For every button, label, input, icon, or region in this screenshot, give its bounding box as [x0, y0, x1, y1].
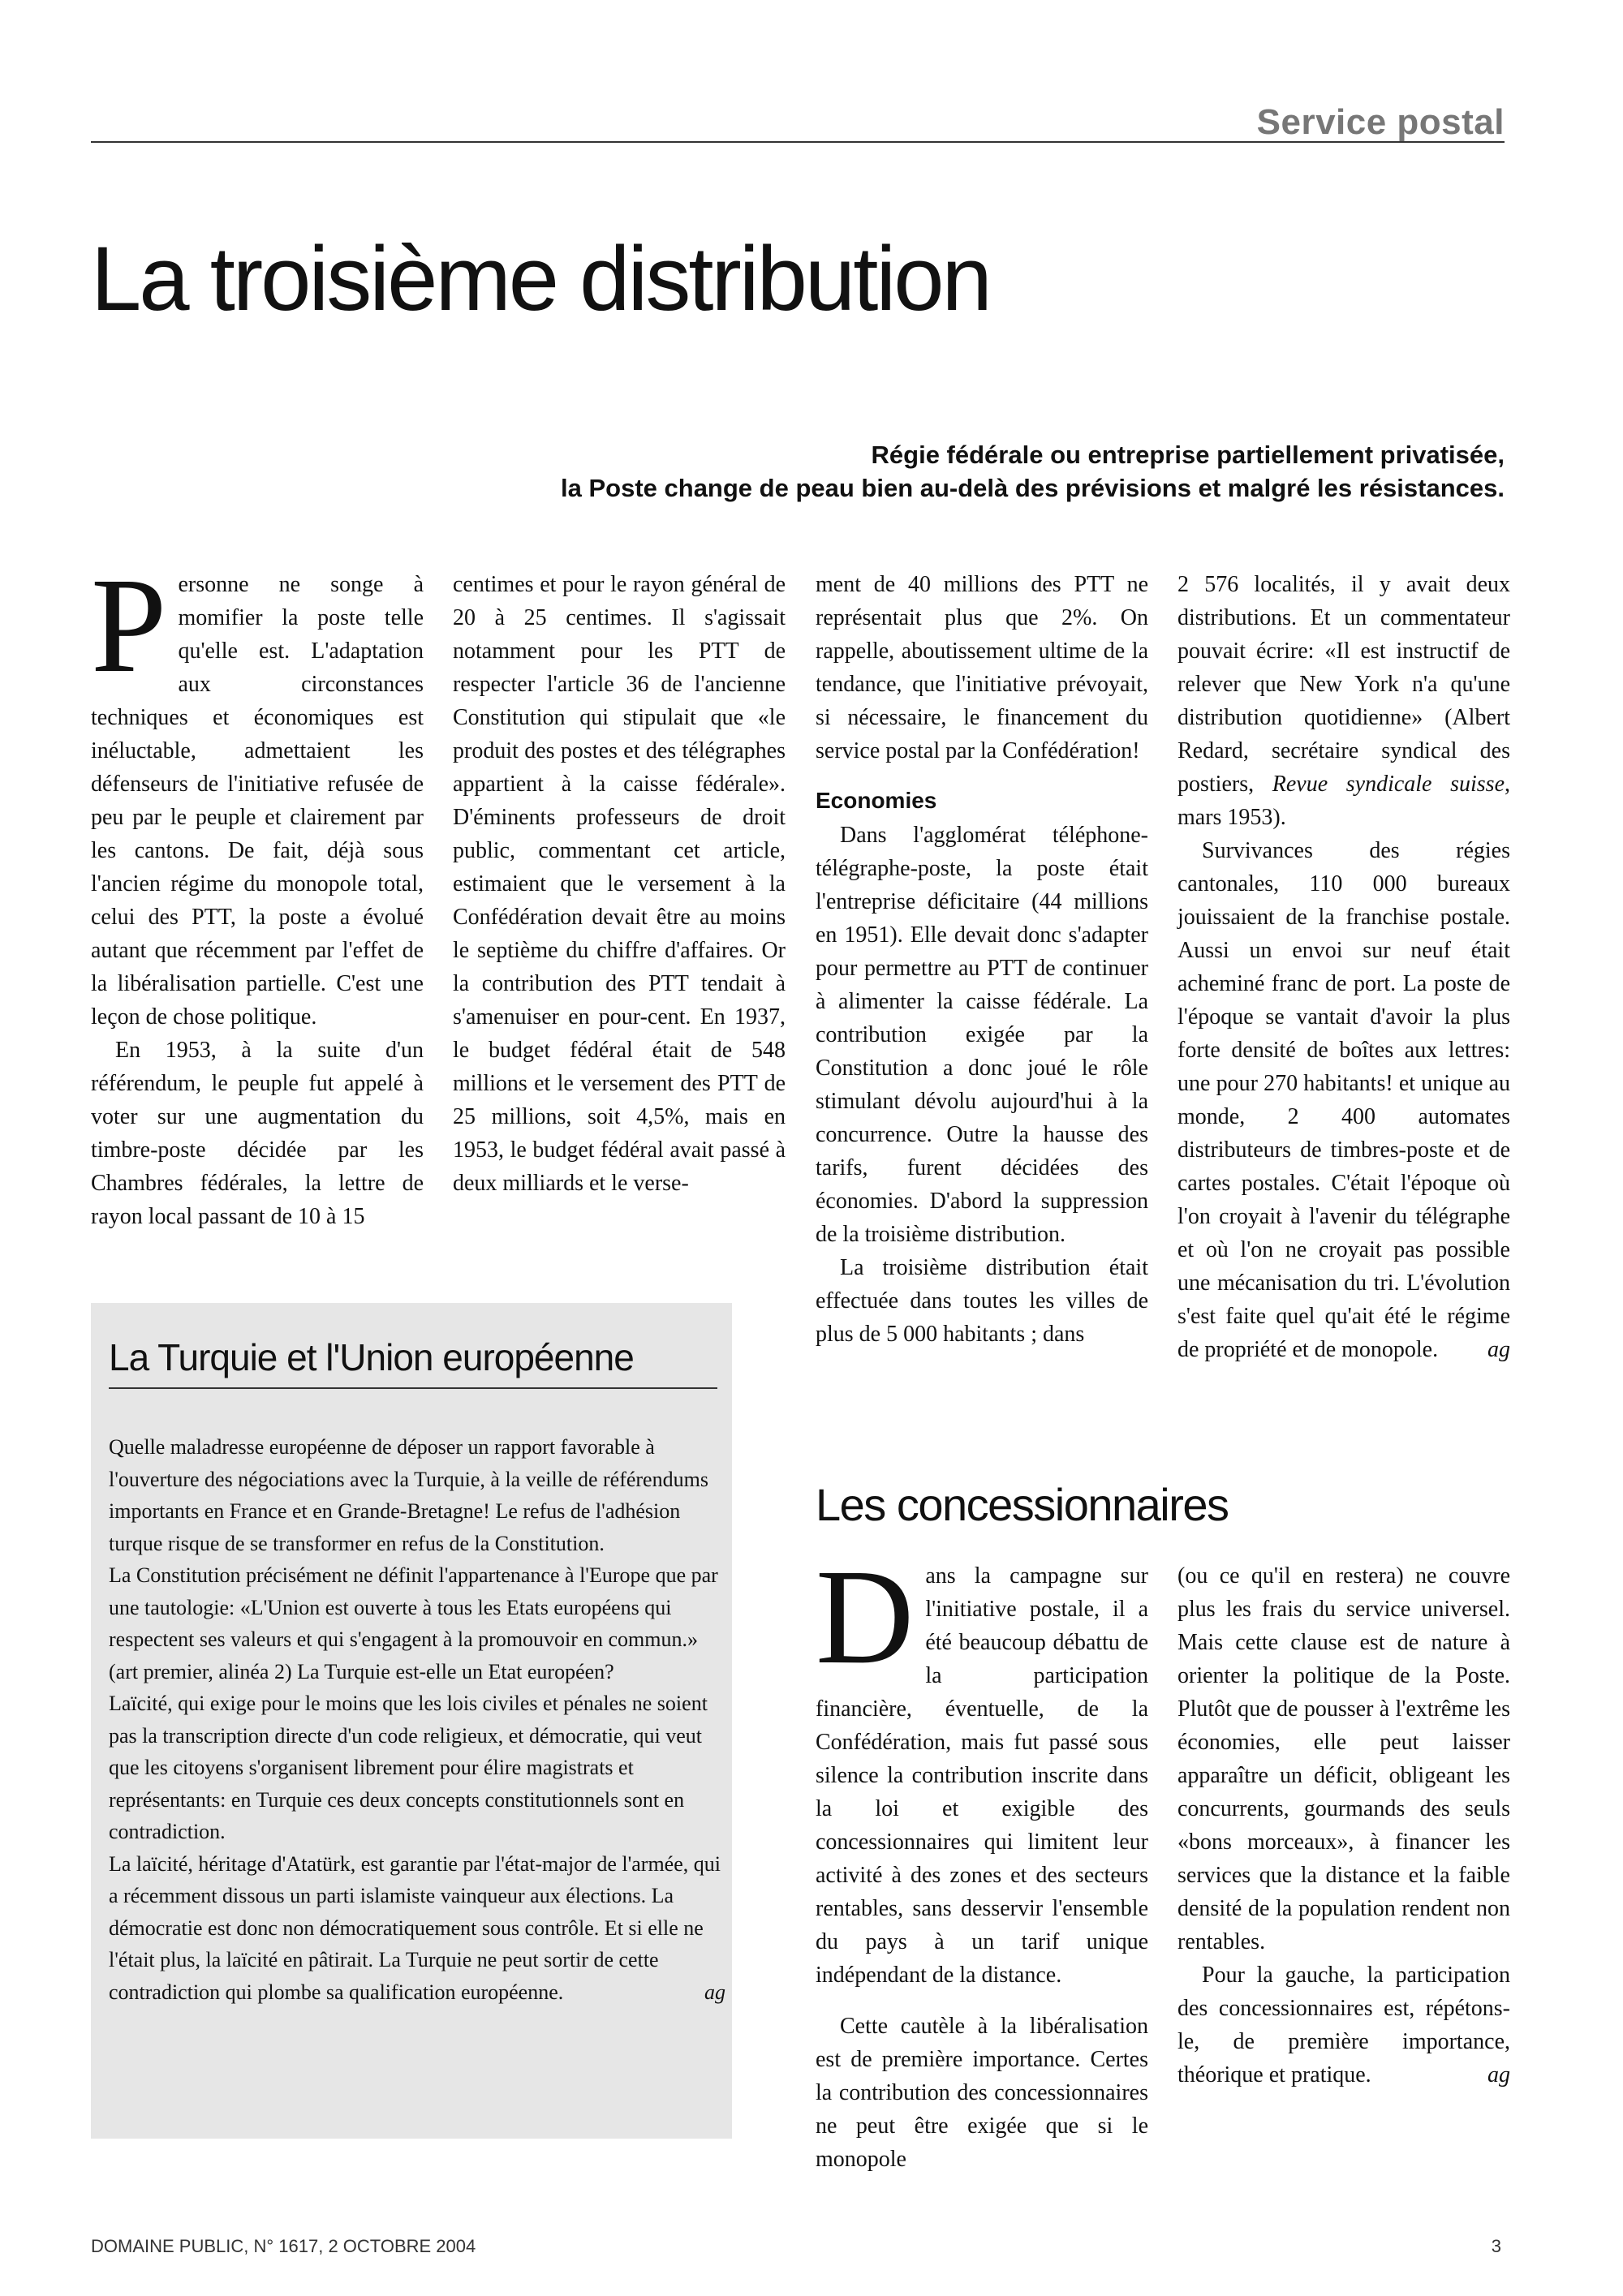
article-column-3 [816, 568, 1148, 1351]
article-column-2 [453, 568, 786, 1200]
article-paragraph: Cette cautèle à la libéralisation est de première importance. Certes la contribution des concessionnaires ne peut être exigée que si le monopole [816, 2014, 1148, 2172]
footer-publication: DOMAINE PUBLIC, N° 1617, 2 OCTOBRE 2004 [91, 2236, 476, 2256]
sidebar-paragraph: La Constitution précisément ne définit l'appartenance à l'Europe que par une tautologie: «L'Union est ouverte à tous les Etats européens qui respectent ses valeurs et qui s'engagent à la promouvoir en commun.» (art premier, alinéa 2) La Turquie est-elle un Etat européen? [109, 1563, 718, 1683]
article-text: ersonne ne songe à momifier la poste telle qu'elle est. L'adaptation aux circonstances techniques et économiques est inéluctable, admettaient les défenseurs de l'initiative refusée de peu par le peuple et clairement par les cantons. De fait, déjà sous l'ancien régime du monopole total, celui des PTT, la poste a évolué autant que récemment par l'effet de la libéralisation partielle. C'est une leçon de chose politique. [91, 572, 424, 1030]
subtitle-line-2: la Poste change de peau bien au-delà des prévisions et malgré les résistances. [561, 474, 1505, 502]
concessionnaires-column-1 [816, 1541, 1148, 2176]
author-signature: ag [1487, 1337, 1510, 1362]
article-paragraph: ment de 40 millions des PTT ne représentait plus que 2%. On rappelle, aboutissement ultime de la tendance, que l'initiative prévoyait, si nécessaire, le financement du service postal par la Confédération! [816, 572, 1148, 763]
sidebar-paragraph: Quelle maladresse européenne de déposer un rapport favorable à l'ouverture des négociations avec la Turquie, à la veille de référendums importants en France et en Grande-Bretagne! Le refus de l'adhésion turque risque de se transformer en refus de la Constitution. [109, 1435, 708, 1555]
concessionnaires-column-2 [1177, 1559, 1510, 2092]
sidebar-paragraph [109, 1848, 725, 2009]
sidebar-signature: ag [704, 1980, 725, 2004]
article-paragraph [91, 550, 424, 1034]
journal-title: Revue syndicale suisse [1272, 772, 1505, 797]
article-subtitle [125, 438, 1505, 505]
author-signature: ag [1487, 2062, 1510, 2087]
sidebar-text: La laïcité, héritage d'Atatürk, est garantie par l'état-major de l'armée, qui a récemment dissous un parti islamiste vainqueur aux élections. La démocratie est donc non démocratiquement sous contrôle. Et si elle ne l'était plus, la laïcité en pâtirait. La Turquie ne peut sortir de cette contradiction qui plombe sa qualification européenne. [109, 1851, 721, 2004]
article-title: La troisième distribution [91, 228, 990, 329]
sidebar-title: La Turquie et l'Union européenne [109, 1335, 717, 1389]
drop-cap: P [91, 550, 167, 701]
article-paragraph: (ou ce qu'il en restera) ne couvre plus les frais du service universel. Mais cette clause est de nature à orienter la politique de la Poste. Plutôt que de pousser à l'extrême les économies, elle peut laisser apparaître un déficit, obligeant les concurrents, gourmands des seuls «bons morceaux», à financer les services que la distance et la faible densité de la population rendent non rentables. [1177, 1563, 1510, 1954]
drop-cap: D [816, 1541, 915, 1692]
article-text: Pour la gauche, la participation des concessionnaires est, répétons-le, de première importance, théorique et pratique. [1177, 1963, 1510, 2087]
concessionnaires-title: Les concessionnaires [816, 1479, 1229, 1530]
article-column-4 [1177, 568, 1510, 1366]
article-paragraph: En 1953, à la suite d'un référendum, le peuple fut appelé à voter sur une augmentation du timbre-poste décidée par les Chambres fédérales, la lettre de rayon local passant de 10 à 15 [91, 1038, 424, 1229]
article-text: Survivances des régies cantonales, 110 000 bureaux jouissaient de la franchise postale. Aussi un envoi sur neuf était acheminé franc de port. La poste de l'époque se vantait d'avoir la plus forte densité de boîtes aux lettres: une pour 270 habitants! et unique au monde, 2 400 automates distributeurs de timbres-poste et de cartes postales. C'était l'époque où l'on croyait à l'avenir du télégraphe et où l'on ne croyait pas possible une mécanisation du tri. L'évolution s'est faite quel qu'ait été le régime de propriété et de monopole. [1177, 838, 1510, 1362]
sidebar-box [91, 1303, 732, 2139]
section-subhead: Economies [816, 788, 937, 813]
article-text: , mars 1953). [1177, 772, 1510, 830]
article-text: 2 576 localités, il y avait deux distributions. Et un commentateur pouvait écrire: «Il est instructif de relever que New York n'a qu'une distribution quotidienne» (Albert Redard, secrétaire syndical des postiers, [1177, 572, 1510, 797]
article-paragraph: La troisième distribution était effectuée dans toutes les villes de plus de 5 000 habitants ; dans [816, 1255, 1148, 1347]
subtitle-line-1: Régie fédérale ou entreprise partiellement privatisée, [871, 441, 1505, 469]
article-paragraph: centimes et pour le rayon général de 20 à 25 centimes. Il s'agissait notamment pour les PTT de respecter l'article 36 de l'ancienne Constitution qui stipulait que «le produit des postes et des télégraphes appartient à la caisse fédérale». D'éminents professeurs de droit public, commentant cet article, estimaient que le versement à la Confédération devait être au moins le septième du chiffre d'affaires. Or la contribution des PTT tendait à s'amenuiser en pour-cent. En 1937, le budget fédéral était de 548 millions et le versement des PTT de 25 millions, soit 4,5%, mais en 1953, le budget fédéral avait passé à deux milliards et le verse- [453, 572, 786, 1196]
article-paragraph [1177, 834, 1510, 1366]
sidebar-paragraph: Laïcité, qui exige pour le moins que les lois civiles et pénales ne soient pas la transcription directe d'un code religieux, et démocratie, qui veut que les citoyens s'organisent librement pour élire magistrats et représentants: en Turquie ces deux concepts constitutionnels sont en contradiction. [109, 1692, 708, 1843]
page-number: 3 [1491, 2236, 1501, 2256]
article-paragraph [816, 1541, 1148, 1992]
sidebar-body [109, 1431, 725, 2008]
header-rule [91, 141, 1505, 143]
article-text: ans la campagne sur l'initiative postale, il a été beaucoup débattu de la participation financière, éventuelle, de la Confédération, mais fut passé sous silence la contribution inscrite dans la loi et exigible des concessionnaires qui limitent leur activité à des zones et des secteurs rentables, sans desservir l'ensemble du pays à un tarif unique indépendant de la distance. [816, 1563, 1148, 1988]
article-paragraph: Dans l'agglomérat téléphone-télégraphe-poste, la poste était l'entreprise déficitaire (44 millions en 1951). Elle devait donc s'adapter pour permettre au PTT de continuer à alimenter la caisse fédérale. La contribution exigée par la Constitution a donc joué le rôle stimulant dévolu aujourd'hui à la concurrence. Outre la hausse des tarifs, furent décidées des économies. D'abord la suppression de la troisième distribution. [816, 823, 1148, 1247]
article-paragraph [1177, 1958, 1510, 2092]
section-label: Service postal [1256, 102, 1505, 142]
article-column-1 [91, 550, 424, 1233]
article-paragraph [1177, 568, 1510, 834]
